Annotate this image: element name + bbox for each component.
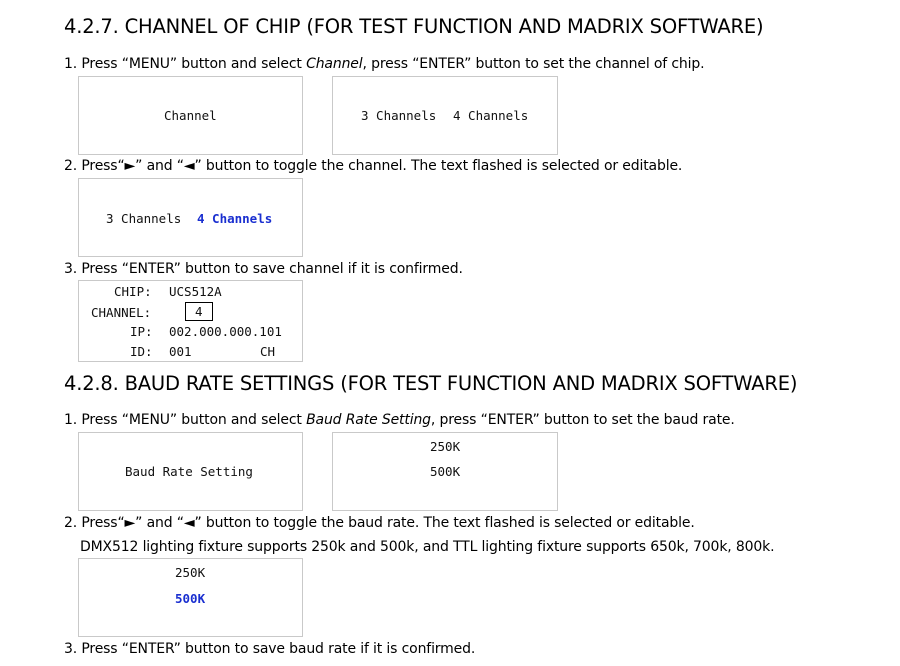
lcd-screen-channel-menu: [78, 76, 303, 155]
lcd-option-4-channels: 4 Channels: [453, 108, 529, 123]
lcd-screen-channel-toggle: [78, 178, 303, 257]
lcd-option-4-channels-selected: 4 Channels: [197, 211, 273, 226]
lcd-option-250k: 250K: [175, 565, 206, 580]
lcd-screen-baud-options: [332, 432, 558, 511]
lcd-text-channel: Channel: [164, 108, 217, 123]
lcd-ip-value: 002.000.000.101: [169, 324, 282, 339]
step-text: 1. Press “MENU” button and select: [64, 412, 307, 428]
lcd-option-3-channels: 3 Channels: [361, 108, 437, 123]
step-menu-item: Channel: [306, 56, 363, 72]
lcd-channel-value: 4: [185, 302, 213, 321]
step-2-channel: 2. Press“►” and “◄” button to toggle the channel. The text flashed is selected or editable.: [64, 158, 683, 174]
lcd-channel-label: CHANNEL:: [91, 305, 152, 320]
lcd-chip-value: UCS512A: [169, 284, 222, 299]
lcd-chip-label: CHIP:: [114, 284, 152, 299]
lcd-screen-baud-toggle: [78, 558, 303, 637]
lcd-screen-baud-menu: [78, 432, 303, 511]
lcd-option-250k: 250K: [430, 439, 461, 454]
step-text: , press “ENTER” button to set the baud rate.: [430, 412, 735, 428]
lcd-id-unit: CH: [260, 344, 276, 359]
lcd-screen-info: [78, 280, 303, 362]
step-2-baud: 2. Press“►” and “◄” button to toggle the baud rate. The text flashed is selected or editable.: [64, 515, 695, 531]
baud-support-note: DMX512 lighting fixture supports 250k and 500k, and TTL lighting fixture supports 650k, 700k, 800k.: [80, 539, 775, 555]
lcd-ip-label: IP:: [130, 324, 153, 339]
step-text: 1. Press “MENU” button and select: [64, 56, 307, 72]
step-text: , press “ENTER” button to set the channel of chip.: [362, 56, 705, 72]
step-3-baud: 3. Press “ENTER” button to save baud rate if it is confirmed.: [64, 641, 476, 657]
step-1-channel: [64, 56, 704, 72]
lcd-id-label: ID:: [130, 344, 153, 359]
lcd-screen-channel-options: [332, 76, 558, 155]
section-heading-channel: 4.2.7. CHANNEL OF CHIP (FOR TEST FUNCTION AND MADRIX SOFTWARE): [64, 15, 764, 38]
section-heading-baud-rate: 4.2.8. BAUD RATE SETTINGS (FOR TEST FUNCTION AND MADRIX SOFTWARE): [64, 372, 798, 395]
step-1-baud: [64, 412, 735, 428]
lcd-option-3-channels: 3 Channels: [106, 211, 182, 226]
lcd-option-500k-selected: 500K: [175, 591, 206, 606]
step-3-channel: 3. Press “ENTER” button to save channel if it is confirmed.: [64, 261, 463, 277]
lcd-option-500k: 500K: [430, 464, 461, 479]
step-menu-item: Baud Rate Setting: [306, 412, 431, 428]
lcd-id-value: 001: [169, 344, 192, 359]
lcd-text-baud-rate-setting: Baud Rate Setting: [125, 464, 253, 479]
